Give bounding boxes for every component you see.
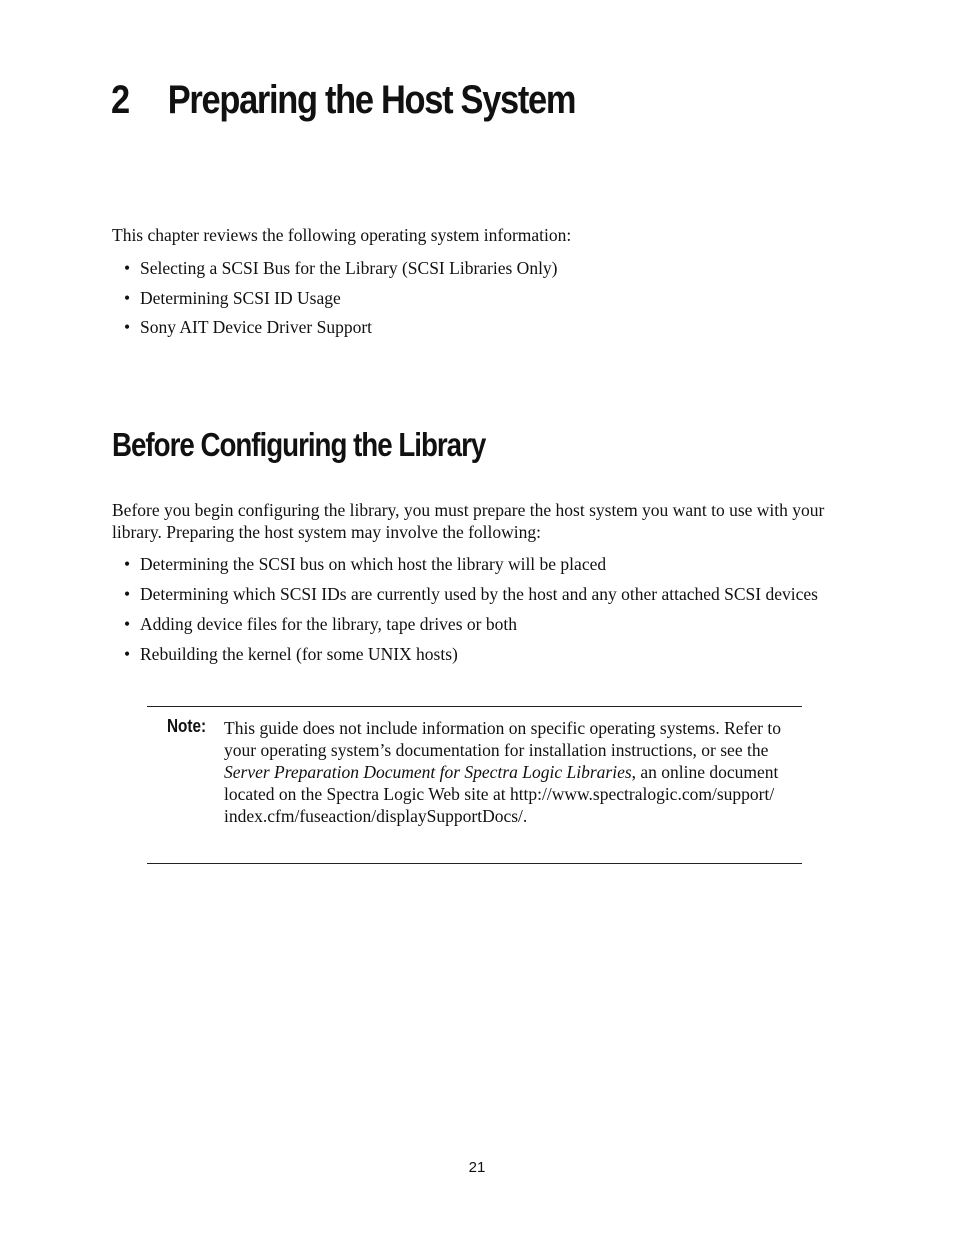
section-heading: Before Configuring the Library — [112, 426, 486, 463]
section-paragraph: Before you begin configuring the library, you must prepare the host system you want to use with your library. Preparing the host system may involve the following: — [112, 500, 825, 542]
intro-list — [124, 257, 844, 346]
note-text-before: This guide does not include information on specific operating systems. Refer to your operating system’s documentation for installation instructions, or see the — [224, 718, 781, 760]
list-item: • Determining which SCSI IDs are currently used by the host and any other attached SCSI devices — [124, 583, 844, 605]
chapter-number: 2 — [111, 78, 129, 122]
section-list — [124, 553, 844, 673]
list-item: • Determining SCSI ID Usage — [124, 287, 844, 309]
chapter-title-text: Preparing the Host System — [167, 78, 576, 122]
note-text-after: , an online document located on the Spectra Logic Web site at http://www.spectralogic.com/support/ index.cfm/fuseaction/displaySupportDocs/. — [224, 762, 779, 826]
chapter-title — [111, 74, 575, 126]
page-number: 21 — [468, 1159, 486, 1176]
note-doc-title: Server Preparation Document for Spectra Logic Libraries — [224, 762, 632, 782]
note-text — [224, 717, 784, 827]
list-item: • Sony AIT Device Driver Support — [124, 316, 844, 338]
list-item: • Determining the SCSI bus on which host the library will be placed — [124, 553, 844, 575]
list-item: • Rebuilding the kernel (for some UNIX hosts) — [124, 643, 844, 665]
note-label: Note: — [167, 716, 207, 736]
list-item: • Adding device files for the library, tape drives or both — [124, 613, 844, 635]
list-item: • Selecting a SCSI Bus for the Library (SCSI Libraries Only) — [124, 257, 844, 279]
note-box — [147, 706, 802, 864]
intro-paragraph: This chapter reviews the following operating system information: — [112, 225, 572, 245]
